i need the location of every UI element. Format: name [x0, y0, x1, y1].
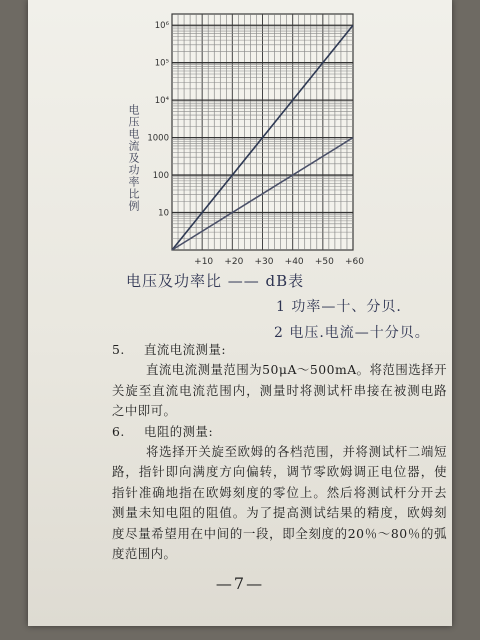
y-tick-label: 10	[158, 208, 169, 219]
x-tick-label: +30	[254, 257, 274, 267]
handwritten-note-2: 2 电压.电流—十分贝。	[274, 325, 430, 341]
chart-caption: 电压及功率比 —— dB表	[126, 272, 305, 290]
section-5-title: 直流电流测量:	[144, 342, 227, 357]
section-6-heading	[112, 422, 447, 442]
x-tick-label: +20	[224, 257, 244, 267]
section-5-number: 5.	[112, 342, 125, 357]
section-6-body: 将选择开关旋至欧姆的各档范围，并将测试杆二端短路，指针即向满度方向偏转，调节零欧姆调正电位器，使指针准确地指在欧姆刻度的零位上。然后将测试杆分开去测量未知电阻的阻值。为了提高测试结果的精度，欧姆刻度尽量希望用在中间的一段，即全刻度的20％～80％的弧度范围内。	[112, 444, 447, 562]
section-6-title: 电阻的测量:	[144, 423, 214, 439]
section-5-heading	[112, 340, 447, 360]
handwritten-note-1: 1 功率—十、分贝.	[276, 299, 402, 315]
y-tick-labels	[147, 21, 169, 218]
x-tick-label: +60	[345, 257, 364, 267]
y-tick-label: 10⁴	[154, 96, 169, 107]
x-tick-label: +40	[284, 257, 304, 267]
y-tick-label: 1000	[147, 133, 169, 144]
y-tick-label: 100	[152, 171, 169, 182]
y-tick-label: 10⁵	[154, 58, 169, 69]
section-6-number: 6.	[112, 423, 125, 439]
x-tick-label: +10	[194, 257, 214, 267]
db-chart	[28, 0, 452, 280]
x-tick-label: +50	[314, 257, 334, 267]
y-tick-label: 10⁶	[154, 21, 169, 32]
y-axis-label: 电压电流及功率比例	[127, 104, 140, 212]
manual-page	[28, 0, 452, 626]
x-tick-labels	[194, 257, 364, 267]
db-chart-figure	[28, 0, 452, 280]
body-text	[112, 340, 447, 564]
chart-grid	[172, 14, 353, 250]
section-5-body: 直流电流测量范围为50μA～500mA。将范围选择开关旋至直流电流范围内，测量时将测试杆串接在被测电路之中即可。	[112, 362, 447, 419]
page-number: —7—	[215, 574, 265, 593]
